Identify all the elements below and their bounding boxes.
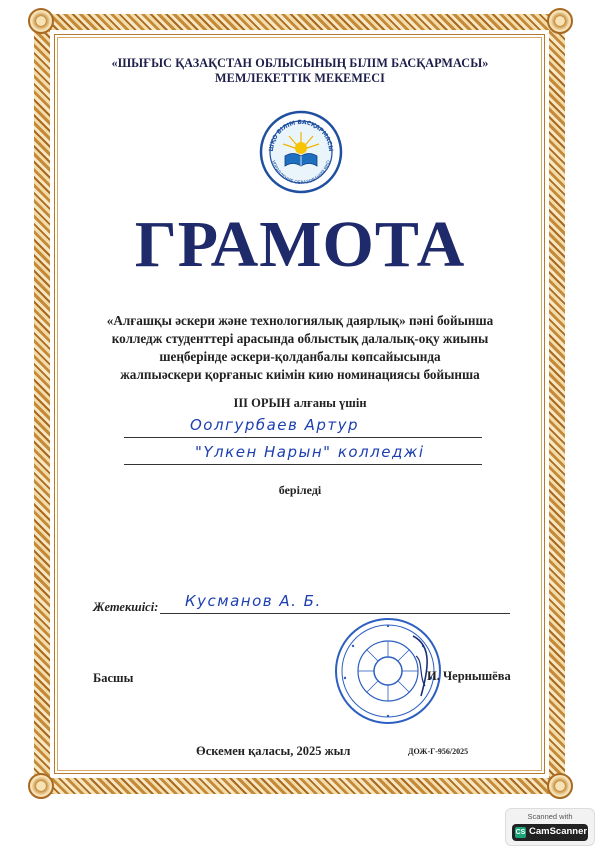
emblem-top-text: ШҚО БІЛІМ БАСҚАРМАСЫ	[268, 119, 334, 152]
scanner-top-text: Scanned with	[527, 812, 573, 821]
education-department-emblem-icon	[259, 110, 343, 194]
head-name: И. Чернышёва	[427, 669, 511, 683]
scanner-brand-bar	[512, 824, 588, 841]
supervisor-underline	[160, 613, 510, 614]
description-line-2: колледж студенттері арасында облыстық далалық-оқу жиыны	[111, 331, 489, 346]
description-line-3: шеңберінде әскери-қолданбалы көпсайысында	[159, 349, 441, 364]
organization-line-2: МЕМЛЕКЕТТІК МЕКЕМЕСІ	[215, 71, 385, 85]
scanner-brand-text: CamScanner	[529, 826, 588, 837]
college-underline	[124, 464, 482, 465]
supervisor-label: Жетекшісі:	[93, 600, 159, 614]
supervisor-handwritten: Кусманов А. Б.	[185, 592, 322, 610]
college-handwritten: "Үлкен Нарын" колледжі	[195, 443, 425, 461]
given-text: беріледі	[278, 483, 322, 497]
city-year: Өскемен қаласы, 2025 жыл	[196, 744, 351, 758]
recipient-name-handwritten: Оолгурбаев Артур	[190, 416, 360, 434]
emblem-bottom-text: УПРАВЛЕНИЕ ОБРАЗОВАНИЯ ВКО	[269, 159, 333, 187]
description-line-4: жалпыәскери қорғаныс киімін кию номинациясы бойынша	[120, 367, 480, 382]
place-text: ІІІ ОРЫН алғаны үшін	[233, 396, 367, 410]
recipient-underline	[124, 437, 482, 438]
head-label: Басшы	[93, 671, 134, 685]
organization-line-1: «ШЫҒЫС ҚАЗАҚСТАН ОБЛЫСЫНЫҢ БІЛІМ БАСҚАРМАСЫ»	[111, 56, 489, 70]
description-line-1: «Алғашқы әскери және технологиялық даярлық» пәні бойынша	[106, 313, 494, 328]
corner-ornament-icon	[547, 773, 573, 799]
document-code: ДОЖ-Г-956/2025	[408, 747, 469, 756]
certificate-title: ГРАМОТА	[134, 208, 466, 281]
corner-ornament-icon	[28, 8, 54, 34]
camscanner-logo-icon: CS	[515, 829, 526, 836]
corner-ornament-icon	[28, 773, 54, 799]
camscanner-watermark	[505, 808, 595, 846]
corner-ornament-icon	[547, 8, 573, 34]
